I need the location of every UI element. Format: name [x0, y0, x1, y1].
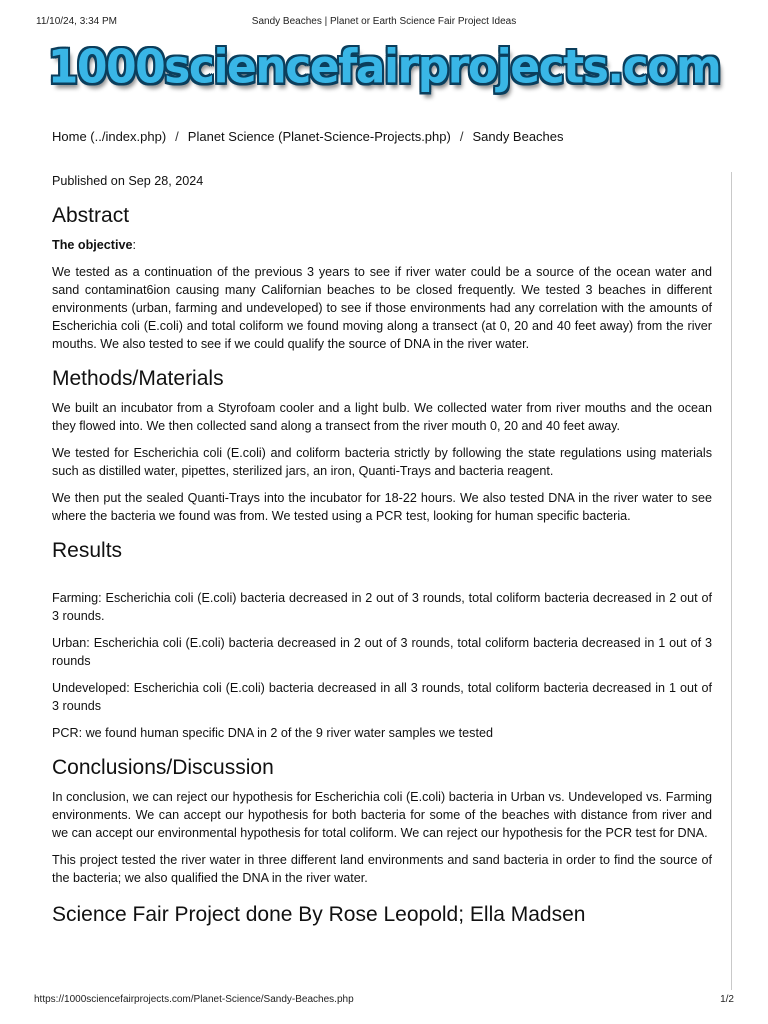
conclusions-paragraph: In conclusion, we can reject our hypothesis for Escherichia coli (E.coli) bacteria in Urban vs. Undeveloped vs. Farming environments. We can accept our hypothesis for both bacteria for some of the beaches with distance from river and we can accept our environmental hypothesis for total coliform. We can reject our hypothesis for the PCR test for DNA. [52, 790, 712, 840]
methods-paragraph: We tested for Escherichia coli (E.coli) and coliform bacteria strictly by following the state regulations using materials such as distilled water, pipettes, sterilized jars, an iron, Quanti-Trays and bacteria reagent. [52, 446, 712, 478]
breadcrumb-current: Sandy Beaches [472, 129, 564, 144]
results-paragraph: Undeveloped: Escherichia coli (E.coli) bacteria decreased in all 3 rounds, total coliform bacteria decreased in 1 out of 3 rounds [52, 681, 712, 713]
content-divider [731, 172, 732, 990]
methods-paragraph: We then put the sealed Quanti-Trays into the incubator for 18-22 hours. We also tested DNA in the river water to see where the bacteria we found was from. We tested using a PCR test, looking for human specific bacteria. [52, 491, 712, 523]
article [52, 172, 712, 935]
conclusions-heading: Conclusions/Discussion [52, 756, 274, 779]
breadcrumb-home-link[interactable]: Home (../index.php) [52, 129, 167, 144]
results-heading: Results [52, 539, 123, 562]
methods-heading: Methods/Materials [52, 367, 224, 390]
print-page-number: 1/2 [720, 994, 734, 1005]
print-header [0, 16, 768, 30]
abstract-paragraph: We tested as a continuation of the previous 3 years to see if river water could be a source of the ocean water and sand contaminat6ion causing many Californian beaches to be closed frequently. We tested 3 beaches in different environments (urban, farming and undeveloped) to see if those environments had any correlation with the amounts of Escherichia coli (E.coli) and total coliform we found moving along a transect (at 0, 20 and 40 feet away) from the river mouths. We also tested to see if we could qualify the source of DNA in the river water. [52, 265, 712, 351]
results-paragraph: PCR: we found human specific DNA in 2 of the 9 river water samples we tested [52, 726, 493, 740]
breadcrumb [52, 129, 564, 144]
breadcrumb-separator: / [459, 129, 464, 144]
print-page-title: Sandy Beaches | Planet or Earth Science Fair Project Ideas [251, 16, 517, 27]
project-credit: Science Fair Project done By Rose Leopold; Ella Madsen [52, 903, 586, 926]
print-timestamp: 11/10/24, 3:34 PM [36, 16, 117, 27]
results-paragraph: Urban: Escherichia coli (E.coli) bacteria decreased in 2 out of 3 rounds, total coliform bacteria decreased in 1 out of 3 rounds [52, 636, 712, 668]
objective-label-text: The objective [52, 238, 133, 252]
published-date: Published on Sep 28, 2024 [52, 174, 204, 188]
abstract-heading: Abstract [52, 204, 130, 227]
site-logo[interactable] [0, 36, 768, 116]
print-footer [0, 994, 768, 1008]
results-paragraph: Farming: Escherichia coli (E.coli) bacteria decreased in 2 out of 3 rounds, total coliform bacteria decreased in 2 out of 3 rounds. [52, 591, 712, 623]
objective-label [52, 236, 712, 254]
conclusions-paragraph: This project tested the river water in three different land environments and sand bacteria in order to find the source of the bacteria; we also qualified the DNA in the river water. [52, 853, 712, 885]
breadcrumb-separator: / [175, 129, 179, 144]
site-logo-text[interactable]: 1000sciencefairprojects.com [47, 40, 721, 95]
objective-label-colon: : [132, 238, 136, 252]
methods-paragraph: We built an incubator from a Styrofoam cooler and a light bulb. We collected water from river mouths and the ocean they flowed into. We then collected sand along a transect from the river mouth 0, 20 and 40 feet away. [52, 401, 712, 433]
print-page-url: https://1000sciencefairprojects.com/Planet-Science/Sandy-Beaches.php [34, 994, 354, 1005]
breadcrumb-category-link[interactable]: Planet Science (Planet-Science-Projects.php) [187, 129, 451, 144]
